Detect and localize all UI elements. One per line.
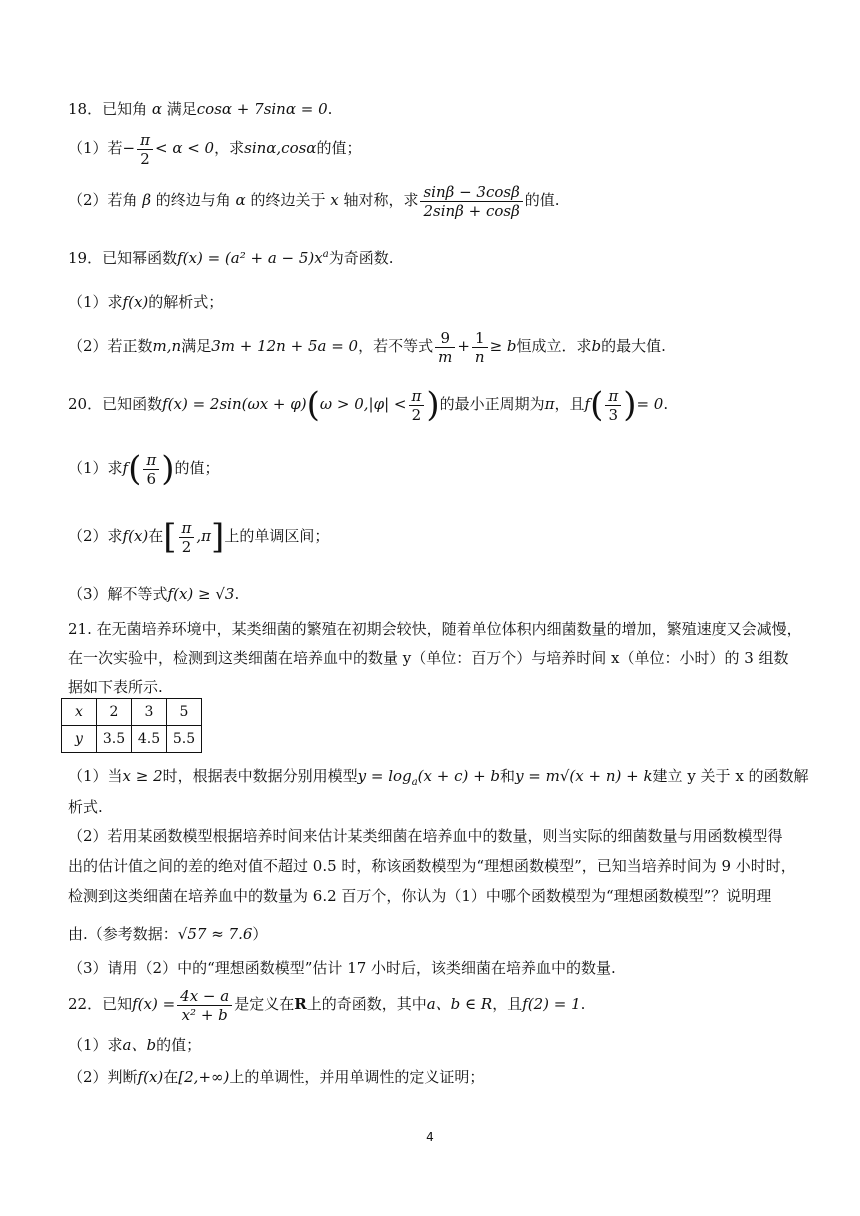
q20-p2-label: （2）求: [68, 527, 123, 545]
q18-p2-text-2: 的终边关于: [250, 191, 326, 209]
q20-p2-pi: ,π: [196, 527, 212, 545]
q19-p2-frac-1: [435, 329, 455, 366]
q22-p1-ab: a、b: [122, 1036, 157, 1054]
q19-function: f(x) = (a² + a − 5)x: [177, 249, 323, 267]
q20-f-paren-open: (: [590, 385, 604, 425]
q18-p2-frac-den: 2sinβ + cosβ: [423, 201, 520, 220]
table-cell: 3.5: [97, 726, 132, 753]
q20-p2-frac-den: 2: [181, 537, 192, 556]
q22-p1-label: （1）求: [68, 1036, 123, 1054]
q22-cond: f(2) = 1: [522, 995, 581, 1013]
q20-p2-func: f(x): [122, 527, 149, 545]
q20-f-frac-den: 3: [608, 405, 619, 424]
q20-p1-paren-open: (: [128, 449, 142, 489]
q22-p1-end: 的值；: [156, 1036, 202, 1054]
q20-p2-frac: [179, 519, 195, 556]
q18-part1: [68, 130, 800, 168]
q19-p2-text-1: 满足: [181, 337, 212, 355]
q21-p1-model2: y = m√(x + n) + k: [515, 767, 653, 785]
q19-part2: [68, 326, 800, 366]
q18-stem-text-2: 满足: [166, 100, 197, 118]
q18-part2: [68, 180, 800, 220]
q18-x-axis: x: [325, 191, 344, 209]
q19-p2-frac1-num: 9: [435, 329, 455, 348]
q18-p1-label: （1）若: [68, 139, 123, 157]
table-row: [62, 726, 202, 753]
q19-p1-label: （1）求: [68, 293, 123, 311]
q20-p1-frac-num: π: [143, 451, 159, 470]
page-number: 4: [426, 1130, 434, 1144]
q21-part2-line3: 检测到这类细菌在培养血中的数量为 6.2 百万个，你认为（1）中哪个函数模型为“理想函数模型”？说明理: [68, 887, 772, 905]
q21-data-table: [61, 698, 202, 753]
q21-part1-line2: 析式.: [68, 798, 103, 816]
q19-stem: [68, 244, 800, 269]
q18-stem-text: 18．已知角: [68, 100, 148, 118]
q20-p2-bracket-close: ]: [211, 517, 225, 557]
q22-p2-end: 上的单调性，并用单调性的定义证明；: [229, 1068, 485, 1086]
q22-stem-text-3: 上的奇函数，其中: [306, 995, 427, 1013]
q20-cond-frac-num: π: [409, 387, 425, 406]
q20-part1: [68, 448, 800, 488]
q22-p2-label: （2）判断: [68, 1068, 138, 1086]
q18-p1-fraction: [137, 131, 153, 168]
table-cell: 5.5: [167, 726, 202, 753]
q18-p1-frac-den: 2: [140, 149, 150, 168]
q22-fraction: [177, 987, 232, 1024]
q18-p2-text-1: 的终边与角: [155, 191, 231, 209]
q21-p1-and: 和: [500, 767, 516, 785]
q18-p2-frac-num: sinβ − 3cosβ: [420, 183, 522, 202]
q22-f: f(x) =: [132, 995, 176, 1013]
q20-f-paren-close: ): [623, 385, 637, 425]
q18-p1-minus: −: [122, 139, 136, 157]
q20-tail: = 0: [636, 395, 664, 413]
q19-stem-end: 为奇函数.: [328, 249, 394, 267]
q20-f: f: [584, 395, 591, 413]
q21-part3: （3）请用（2）中的“理想函数模型”估计 17 小时后，该类细菌在培养血中的数量.: [68, 959, 616, 977]
table-cell: 3: [132, 699, 167, 726]
q21-p1-cond: x ≥ 2: [122, 767, 163, 785]
q22-stem-text: 22．已知: [68, 995, 133, 1013]
q19-p2-vars: m,n: [152, 337, 182, 355]
q18-p2-text-3: 轴对称，求: [343, 191, 419, 209]
q22-stem-text-2: 是定义在: [234, 995, 295, 1013]
q18-equation: cosα + 7sinα = 0: [196, 100, 328, 118]
table-cell: 5: [167, 699, 202, 726]
q21-p2-ref-end: ）: [252, 925, 268, 943]
q21-stem-line-1: 21. 在无菌培养环境中，某类细菌的繁殖在初期会较快，随着单位体积内细菌数量的增加，繁殖速度又会减慢，: [68, 620, 802, 638]
q20-function: f(x) = 2sin(ωx + φ): [162, 395, 307, 413]
q19-p2-frac-2: [472, 329, 488, 366]
q20-f-frac: [605, 387, 621, 424]
q21-part2-line2: 出的估计值之间的差的绝对值不超过 0.5 时，称该函数模型为“理想函数模型”，已知当培养时间为 9 小时时，: [68, 857, 796, 875]
q21-p1-model1-tail: (x + c) + b: [417, 767, 501, 785]
q21-p1-model1: y = log: [357, 767, 412, 785]
q22-p2-func: f(x): [137, 1068, 164, 1086]
q18-p1-cond: < α < 0: [154, 139, 215, 157]
q20-p2-bracket-open: [: [163, 517, 177, 557]
table-row: [62, 699, 202, 726]
q20-stem-text: 20．已知函数: [68, 395, 163, 413]
q22-frac-num: 4x − a: [177, 987, 232, 1006]
q20-cond-frac-den: 2: [411, 405, 422, 424]
q22-part2: [68, 1066, 800, 1088]
q21-stem-line-2: 在一次实验中，检测到这类细菌在培养血中的数量 y（单位：百万个）与培养时间 x（单位：小时）的 3 组数: [68, 649, 789, 667]
q20-p2-frac-num: π: [179, 519, 195, 538]
q20-paren-open: (: [306, 385, 320, 425]
q21-stem-line-3: 据如下表所示.: [68, 678, 163, 696]
q19-p2-plus: +: [457, 337, 470, 355]
q20-p2-text: 在: [148, 527, 164, 545]
q20-pi: π: [544, 395, 555, 413]
q19-p2-end: 的最大值.: [601, 337, 666, 355]
q20-period: .: [663, 395, 669, 413]
q18-p1-target: sinα,cosα: [244, 139, 317, 157]
table-cell: 4.5: [132, 726, 167, 753]
q22-R: R: [294, 995, 307, 1013]
q22-ab: a、b ∈ R: [426, 995, 493, 1013]
q20-cond-frac: [409, 387, 425, 424]
q19-p2-frac2-num: 1: [472, 329, 488, 348]
q19-p2-frac1-den: m: [438, 347, 453, 366]
q18-alpha: α: [147, 100, 167, 118]
q21-p1-label: （1）当: [68, 767, 123, 785]
q18-stem: [68, 98, 800, 120]
q19-stem-text: 19．已知幂函数: [68, 249, 178, 267]
q18-p1-text: ，求: [214, 139, 245, 157]
q20-part2: [68, 516, 800, 556]
q19-p1-func: f(x): [122, 293, 149, 311]
q22-p2-text: 在: [163, 1068, 179, 1086]
q18-p2-fraction: [420, 183, 522, 220]
q21-p1-log-base: a: [411, 777, 418, 788]
q19-p1-end: 的解析式；: [148, 293, 224, 311]
q22-frac-den: x² + b: [181, 1005, 228, 1024]
q19-part1: [68, 291, 800, 313]
q19-p2-ineq: ≥ b: [489, 337, 517, 355]
q20-p1-paren-close: ): [161, 449, 175, 489]
q21-p1-end: 建立 y 关于 x 的函数解: [652, 767, 809, 785]
q21-part1: [68, 765, 809, 794]
q20-p1-frac-den: 6: [146, 469, 157, 488]
q21-p1-text: 时，根据表中数据分别用模型: [162, 767, 358, 785]
q20-paren-close: ): [426, 385, 440, 425]
q21-part2-line1: （2）若用某函数模型根据培养时间来估计某类细菌在培养血中的数量，则当实际的细菌数量与用函数模型得: [68, 827, 783, 845]
q20-p1-frac: [143, 451, 159, 488]
q18-beta: β: [137, 191, 156, 209]
q21-p2-ref-value: √57 ≈ 7.6: [177, 925, 253, 943]
q20-stem: [68, 384, 800, 424]
table-cell: 2: [97, 699, 132, 726]
q22-part1: [68, 1034, 800, 1056]
q20-p1-end: 的值；: [174, 459, 220, 477]
q21-p2-ref-label: 由.（参考数据：: [68, 925, 178, 943]
table-header-y: y: [62, 726, 97, 753]
q19-p2-text-3: 恒成立．求: [516, 337, 592, 355]
q20-p3-inequality: f(x) ≥ √3: [167, 585, 235, 603]
q20-p3-period: .: [234, 585, 240, 603]
q19-p2-equation: 3m + 12n + 5a = 0: [211, 337, 359, 355]
q18-p2-label: （2）若角: [68, 191, 138, 209]
q22-period: .: [580, 995, 586, 1013]
q19-p2-b: b: [591, 337, 602, 355]
q18-p1-end: 的值；: [316, 139, 362, 157]
q22-p2-interval: [2,+∞): [178, 1068, 230, 1086]
q18-p2-end: 的值.: [524, 191, 560, 209]
q20-stem-text-2: 的最小正周期为: [439, 395, 545, 413]
q22-stem-text-4: ，且: [492, 995, 523, 1013]
q20-condition: ω > 0,|φ| <: [319, 395, 407, 413]
q20-f-frac-num: π: [605, 387, 621, 406]
q19-exponent: a: [322, 249, 329, 260]
table-header-x: x: [62, 699, 97, 726]
q20-stem-text-3: ，且: [554, 395, 585, 413]
q20-p1-label: （1）求: [68, 459, 123, 477]
q20-p2-end: 上的单调区间；: [224, 527, 330, 545]
q19-p2-label: （2）若正数: [68, 337, 153, 355]
q20-p3-label: （3）解不等式: [68, 585, 168, 603]
q20-part3: [68, 583, 800, 605]
q18-alpha-2: α: [230, 191, 251, 209]
q21-part2-line4: [68, 923, 800, 945]
q18-period: .: [327, 100, 333, 118]
q20-p1-f: f: [122, 459, 129, 477]
q18-p1-frac-num: π: [137, 131, 153, 150]
q22-stem: [68, 984, 800, 1024]
q19-p2-text-2: ，若不等式: [358, 337, 434, 355]
q19-p2-frac2-den: n: [474, 347, 485, 366]
